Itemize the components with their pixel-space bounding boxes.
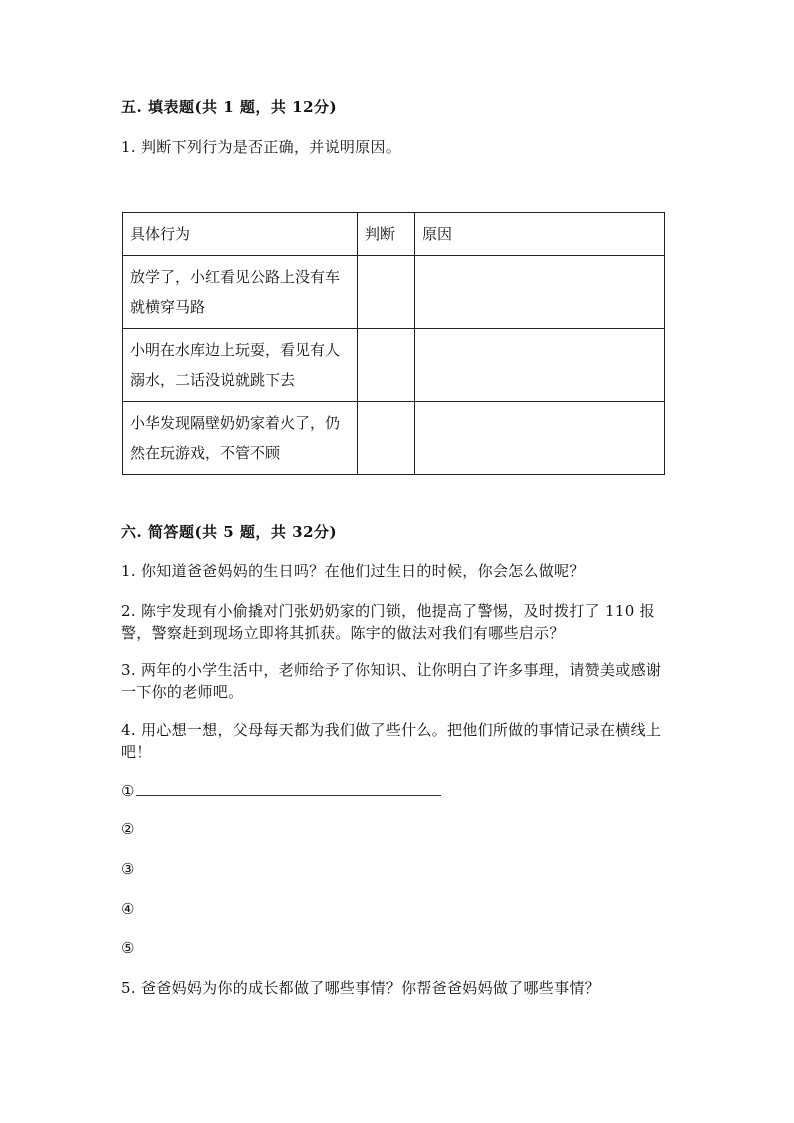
section6-question-1: 1. 你知道爸爸妈妈的生日吗？在他们过生日的时候，你会怎么做呢？	[121, 562, 585, 580]
header-judgment: 判断	[358, 213, 415, 256]
answer-line-4[interactable]	[121, 900, 134, 918]
answer-line-5[interactable]	[121, 939, 134, 957]
section5-question-1: 1. 判断下列行为是否正确，并说明原因。	[121, 138, 402, 156]
table-row	[123, 402, 665, 475]
blank-marker: ④	[121, 900, 135, 918]
table-row	[123, 329, 665, 402]
section6-heading: 六. 简答题(共 5 题，共 32分)	[121, 523, 338, 541]
section6-question-4: 4. 用心想一想，父母每天都为我们做了些什么。把他们所做的事情记录在横线上吧！	[121, 721, 662, 761]
behavior-cell: 小明在水库边上玩耍，看见有人溺水，二话没说就跳下去	[123, 329, 358, 402]
blank-marker: ③	[121, 860, 135, 878]
reason-cell[interactable]	[415, 329, 665, 402]
section6-question-5: 5. 爸爸妈妈为你的成长都做了哪些事情？你帮爸爸妈妈做了哪些事情？	[121, 979, 600, 997]
blank-marker: ①	[121, 782, 135, 800]
answer-underline[interactable]	[136, 781, 441, 796]
reason-cell[interactable]	[415, 256, 665, 329]
blank-marker: ②	[121, 820, 135, 838]
judgment-table	[122, 212, 665, 475]
blank-marker: ⑤	[121, 939, 135, 957]
answer-line-2[interactable]	[121, 820, 134, 838]
behavior-cell: 小华发现隔壁奶奶家着火了，仍然在玩游戏，不管不顾	[123, 402, 358, 475]
section6-question-3: 3. 两年的小学生活中，老师给予了你知识、让你明白了许多事理，请赞美或感谢一下你的老师吧。	[121, 661, 662, 701]
answer-line-1[interactable]	[121, 781, 441, 800]
reason-cell[interactable]	[415, 402, 665, 475]
table-row	[123, 256, 665, 329]
judgment-cell[interactable]	[358, 256, 415, 329]
header-reason: 原因	[415, 213, 665, 256]
judgment-cell[interactable]	[358, 402, 415, 475]
header-behavior: 具体行为	[123, 213, 358, 256]
table-header-row	[123, 213, 665, 256]
answer-line-3[interactable]	[121, 860, 134, 878]
behavior-cell: 放学了，小红看见公路上没有车就横穿马路	[123, 256, 358, 329]
section5-heading: 五. 填表题(共 1 题，共 12分)	[121, 98, 338, 116]
judgment-cell[interactable]	[358, 329, 415, 402]
section6-question-2: 2. 陈宇发现有小偷撬对门张奶奶家的门锁，他提高了警惕，及时拨打了 110 报警，警察赶到现场立即将其抓获。陈宇的做法对我们有哪些启示？	[121, 602, 655, 642]
